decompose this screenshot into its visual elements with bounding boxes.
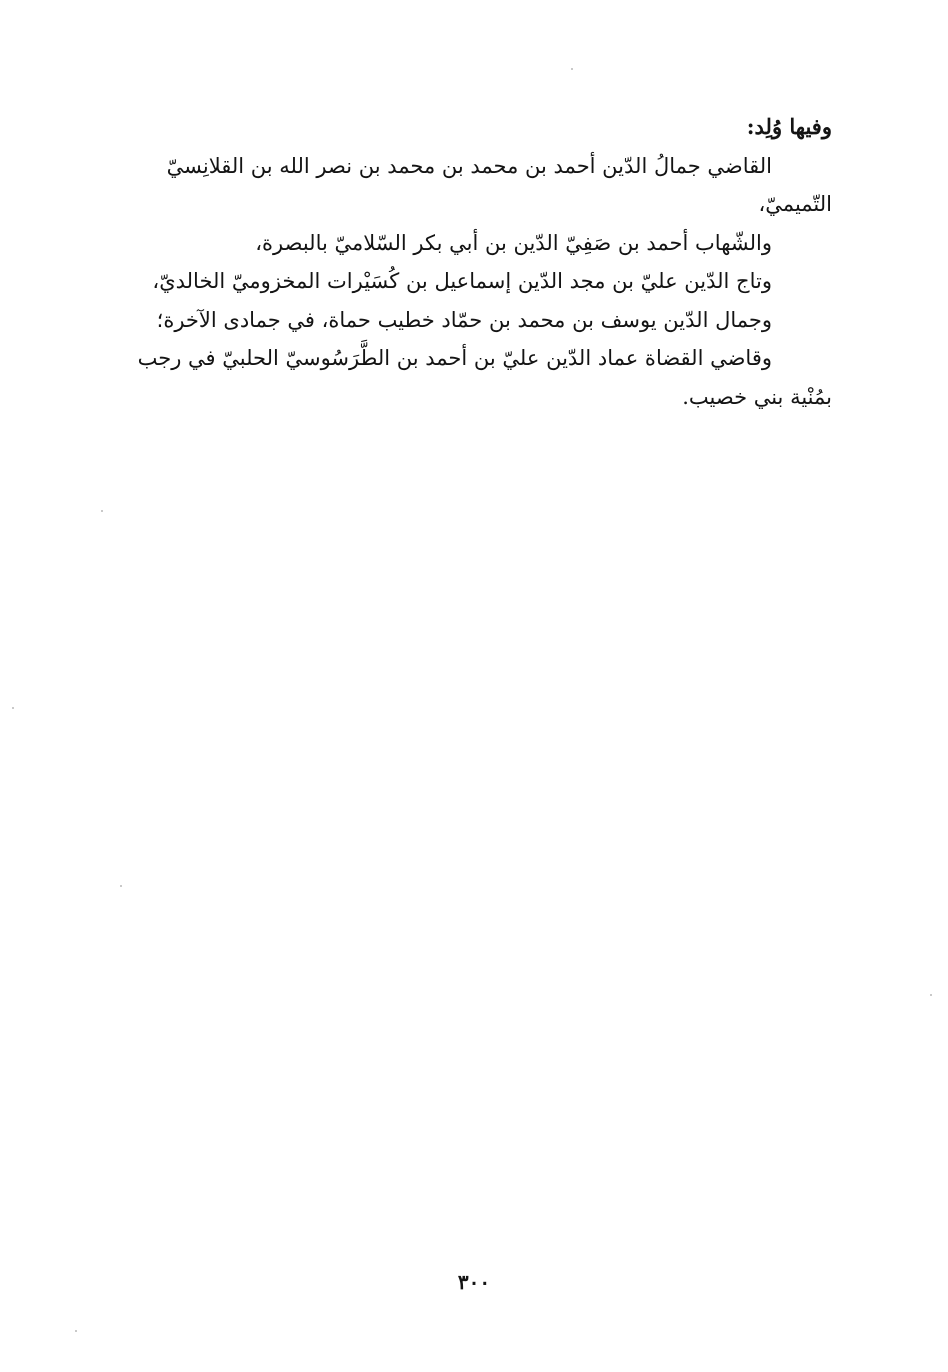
scan-speck xyxy=(101,510,103,512)
entry-1-line-1: القاضي جمالُ الدّين أحمد بن محمد بن محمد بن نصر الله بن القلانِسيّ xyxy=(166,153,772,178)
entry-2-line-1: والشّهاب أحمد بن صَفِيّ الدّين بن أبي بكر السّلاميّ بالبصرة، xyxy=(255,230,772,255)
page-text xyxy=(110,108,832,416)
entry-4-line-1: وجمال الدّين يوسف بن محمد بن حمّاد خطيب حماة، في جمادى الآخرة؛ xyxy=(156,307,772,332)
page-number: ٣٠٠ xyxy=(457,1270,491,1294)
scan-speck xyxy=(12,707,14,709)
entry-3-line-1: وتاج الدّين عليّ بن مجد الدّين إسماعيل بن كُسَيْرات المخزوميّ الخالديّ، xyxy=(152,269,772,293)
entry-1-line-2: التّميميّ، xyxy=(758,192,832,216)
section-heading: وفيها وُلِد: xyxy=(746,114,832,139)
scan-speck xyxy=(930,994,932,996)
scan-speck xyxy=(571,68,573,70)
entry-5-line-2: بمُنْية بني خصيب. xyxy=(682,384,832,409)
scan-speck xyxy=(120,885,122,887)
entry-5-line-1: وقاضي القضاة عماد الدّين عليّ بن أحمد بن الطَّرَسُوسيّ الحلبيّ في رجب xyxy=(137,346,772,370)
scan-speck xyxy=(75,1330,77,1332)
